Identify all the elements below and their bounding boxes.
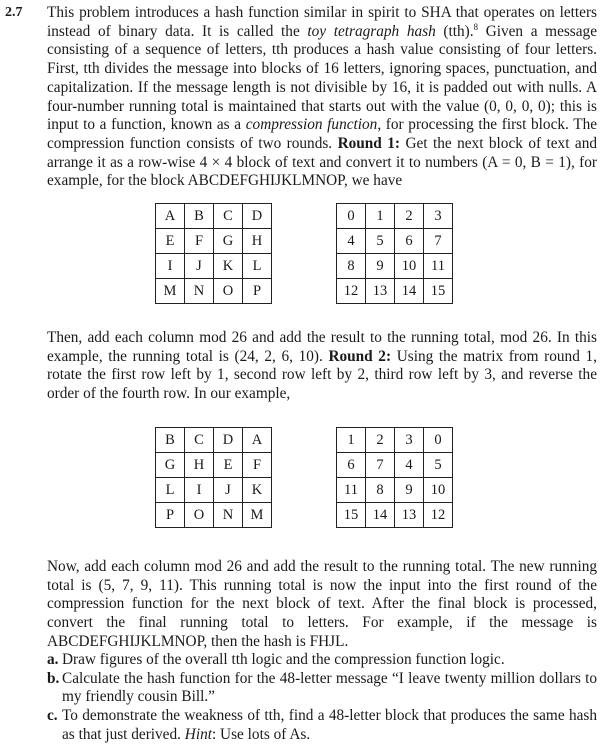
matrix-cell: J: [185, 254, 214, 279]
matrix-cell: 13: [366, 279, 395, 304]
matrix-row: [337, 279, 453, 304]
matrix-cell: 1: [337, 428, 366, 453]
matrix-cell: M: [243, 503, 272, 528]
matrix-cell: K: [214, 254, 243, 279]
item-text: Draw figures of the overall tth logic and the compression function logic.: [62, 651, 505, 668]
matrix-cell: 8: [337, 254, 366, 279]
matrix-row: [337, 254, 453, 279]
footnote-ref: 8: [473, 21, 479, 32]
matrix-cell: 6: [395, 229, 424, 254]
matrix-cell: 3: [424, 204, 453, 229]
matrix-cell: N: [185, 279, 214, 304]
matrix-row: [337, 453, 453, 478]
text: Given a message consisting of a sequence of letters, tth produces a hash value consisting of four letters. First, tth divides the message into blocks of 16 letters, ignoring spaces, punctuation, and capitalization. If the message length is not divisible by 16, it is padded out with nulls. A four-number running total is maintained that starts out with the value (0, 0, 0, 0); this is input to a function, known as a: [47, 22, 597, 134]
matrix-cell: J: [214, 478, 243, 503]
round2-label: Round 2:: [328, 347, 392, 365]
matrix-cell: P: [243, 279, 272, 304]
term-compression-function: compression function: [245, 116, 378, 134]
text: This problem introduces a hash function similar in spirit to SHA that operates on letters instead of binary data. It is called the: [47, 4, 597, 40]
problem-number: 2.7: [5, 5, 23, 20]
hint-text: : Use lots of As.: [211, 725, 311, 743]
matrix-cell: H: [243, 229, 272, 254]
item-text: [62, 707, 597, 744]
matrix-cell: 3: [395, 428, 424, 453]
matrix-row: [337, 204, 453, 229]
matrix-row: [156, 453, 272, 478]
matrix-cell: P: [156, 503, 185, 528]
intro-paragraph: [47, 4, 597, 191]
matrix-cell: O: [214, 279, 243, 304]
matrix-cell: A: [243, 428, 272, 453]
matrix-cell: 12: [337, 279, 366, 304]
matrix-cell: 7: [366, 453, 395, 478]
matrix-cell: I: [185, 478, 214, 503]
matrix-row: [337, 503, 453, 528]
matrix-row: [156, 204, 272, 229]
item-label: b.: [47, 669, 60, 687]
matrix-row: [156, 428, 272, 453]
matrix-cell: O: [185, 503, 214, 528]
matrix-cell: 5: [366, 229, 395, 254]
matrix-cell: G: [214, 229, 243, 254]
matrix-cell: 2: [366, 428, 395, 453]
matrix-cell: 14: [366, 503, 395, 528]
matrix-cell: L: [243, 254, 272, 279]
item-text: Calculate the hash function for the 48-letter message “I leave twenty million dollars to my friendly cousin Bill.”: [62, 669, 597, 706]
round1-label: Round 1:: [337, 134, 400, 152]
matrix-cell: 5: [424, 453, 453, 478]
matrix-cell: 7: [424, 229, 453, 254]
matrix-cell: 9: [395, 478, 424, 503]
matrix-cell: C: [185, 428, 214, 453]
matrix-cell: 0: [424, 428, 453, 453]
item-label: c.: [47, 707, 58, 725]
matrix-cell: 1: [366, 204, 395, 229]
matrix-cell: L: [156, 478, 185, 503]
round2-number-matrix: [336, 427, 453, 528]
matrix-cell: 0: [337, 204, 366, 229]
matrix-cell: F: [243, 453, 272, 478]
matrix-cell: I: [156, 254, 185, 279]
matrix-row: [156, 503, 272, 528]
matrix-cell: H: [185, 453, 214, 478]
matrix-cell: M: [156, 279, 185, 304]
matrix-cell: 11: [337, 478, 366, 503]
matrix-cell: D: [243, 204, 272, 229]
text: Then, add each column mod 26 and add the result to the running total, mod 26. In this example, the running total is (24, 2, 6, 10).: [47, 329, 597, 365]
matrix-cell: 15: [337, 503, 366, 528]
matrix-cell: B: [156, 428, 185, 453]
matrix-cell: 15: [424, 279, 453, 304]
subquestions: [47, 651, 597, 745]
term-toy-tetragraph-hash: toy tetragraph hash: [307, 22, 436, 40]
subquestion-a: [47, 651, 597, 670]
matrix-cell: E: [214, 453, 243, 478]
subquestion-b: [47, 670, 597, 707]
matrix-cell: 2: [395, 204, 424, 229]
matrix-cell: 11: [424, 254, 453, 279]
matrix-cell: E: [156, 229, 185, 254]
matrix-cell: B: [185, 204, 214, 229]
round1-number-matrix: [336, 203, 453, 304]
text: Using the matrix from round 1, rotate the first row left by 1, second row left by 2, third row left by 3, and reverse the order of the fourth row. In our example,: [47, 347, 597, 403]
matrix-row: [337, 229, 453, 254]
text: Get the next block of text and arrange it as a row-wise 4 × 4 block of text and convert it to numbers (A = 0, B = 1), for example, for the block ABCDEFGHIJKLMNOP, we have: [47, 134, 597, 190]
item-label: a.: [47, 651, 59, 668]
matrix-cell: N: [214, 503, 243, 528]
matrix-cell: 13: [395, 503, 424, 528]
round1-letter-matrix: [155, 203, 272, 304]
text: To demonstrate the weakness of tth, find a 48-letter block that produces the same hash as that just derived.: [62, 707, 597, 743]
matrix-row: [156, 229, 272, 254]
matrix-cell: C: [214, 204, 243, 229]
matrix-row: [156, 254, 272, 279]
matrix-cell: 4: [337, 229, 366, 254]
matrix-cell: 6: [337, 453, 366, 478]
matrix-row: [156, 279, 272, 304]
matrix-cell: 9: [366, 254, 395, 279]
subquestion-c: [47, 707, 597, 744]
round2-paragraph: [47, 329, 597, 404]
matrix-cell: G: [156, 453, 185, 478]
matrix-cell: 10: [395, 254, 424, 279]
matrix-cell: D: [214, 428, 243, 453]
matrix-row: [156, 478, 272, 503]
matrix-cell: 12: [424, 503, 453, 528]
text: (tth).: [435, 22, 474, 40]
round2-letter-matrix: [155, 427, 272, 528]
matrix-cell: F: [185, 229, 214, 254]
matrix-cell: 10: [424, 478, 453, 503]
matrix-cell: A: [156, 204, 185, 229]
hint-label: Hint: [184, 725, 212, 743]
matrix-cell: 14: [395, 279, 424, 304]
matrix-row: [337, 428, 453, 453]
final-paragraph: Now, add each column mod 26 and add the result to the running total. The new running total is (5, 7, 9, 11). This running total is now the input into the first round of the compression function for the next block of text. After the final block is processed, convert the final running total to letters. For example, if the message is ABCDEFGHIJKLMNOP, then the hash is FHJL.: [47, 558, 597, 650]
text: , for processing the first block. The compression function consists of two rounds.: [47, 116, 598, 152]
matrix-cell: 8: [366, 478, 395, 503]
matrix-cell: K: [243, 478, 272, 503]
matrix-cell: 4: [395, 453, 424, 478]
matrix-row: [337, 478, 453, 503]
